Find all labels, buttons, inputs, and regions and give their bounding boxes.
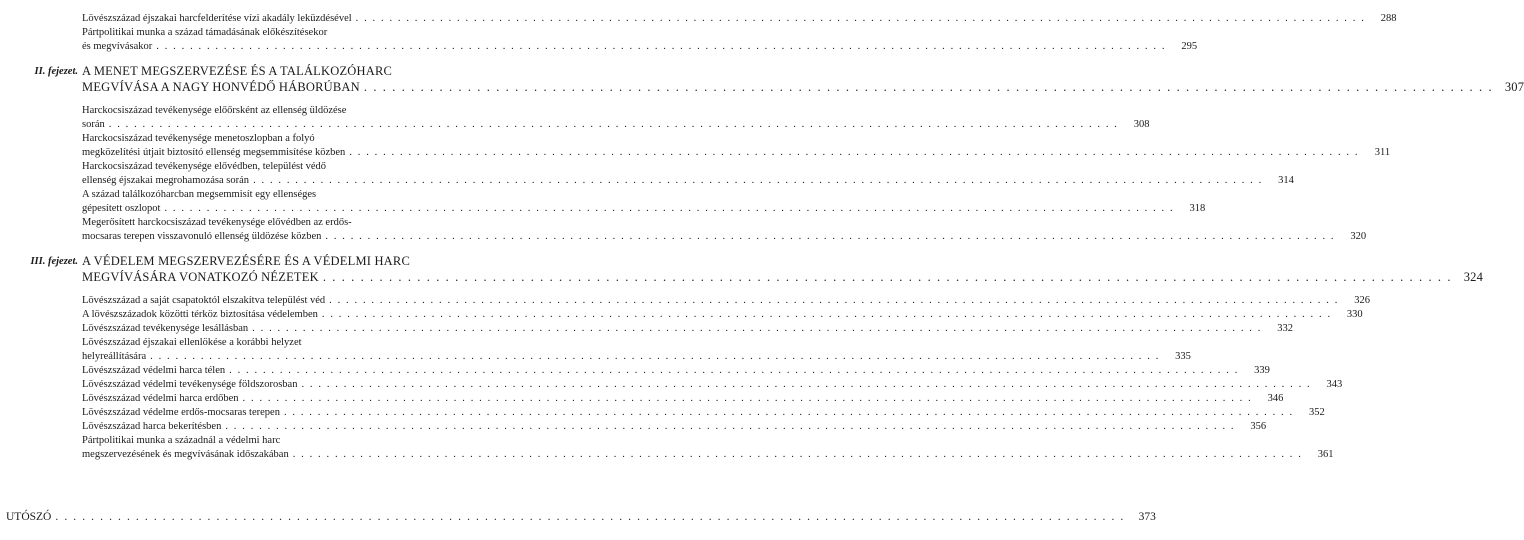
toc-entry-line bbox=[82, 188, 470, 202]
dot-leader: . . . . . . . . . . . . . . . . . . . . . . . . . . . . . . . . . . . . . . . . . . . . . . . . . . . . . . . . . . . . . . . . . . . . . . . . . . . . . . . . . . . . . . . . . . . . . . . . . . . . . . . . . . . . . . . . . . . . . . . . bbox=[55, 511, 1125, 523]
page-number: 335 bbox=[1175, 351, 1191, 362]
toc-entry-text: ellenség éjszakai megrohamozása során bbox=[82, 175, 250, 186]
dot-leader: . . . . . . . . . . . . . . . . . . . . . . . . . . . . . . . . . . . . . . . . . . . . . . . . . . . . . . . . . . . . . . . . . . . . . . . . . . . . . . . . . . . . . . . . . . . . . . . . . . . . . . . . . . . . . . . . . . . . . . . . bbox=[325, 231, 1336, 242]
toc-entry-last-line bbox=[82, 378, 1343, 392]
toc-entry-text: Megerősített harckocsiszázad tevékenysége elővédben az erdős- bbox=[82, 217, 352, 228]
dot-leader: . . . . . . . . . . . . . . . . . . . . . . . . . . . . . . . . . . . . . . . . . . . . . . . . . . . . . . . . . . . . . . . . . . . . . . . . . . . . . . . . . . . . . . . . . . . . . . . . . . . . . . . . . . . . . . . . . . . . . . . . bbox=[253, 175, 1263, 186]
chapter-label: II. fejezet. bbox=[34, 66, 78, 77]
toc-entry-text: Lövészszázad védelmi harca erdőben bbox=[82, 393, 239, 404]
toc-entry-line bbox=[82, 26, 470, 40]
toc-entry-last-line bbox=[82, 174, 1294, 188]
toc-entry-text: és megvívásakor bbox=[82, 41, 153, 52]
toc-entry-text: megszervezésének és megvívásának időszakában bbox=[82, 449, 289, 460]
page-number: 346 bbox=[1267, 393, 1284, 404]
chapter-title-text: A MENET MEGSZERVEZÉSE ÉS A TALÁLKOZÓHARC bbox=[82, 64, 393, 78]
chapter-title-text: A VÉDELEM MEGSZERVEZÉSÉRE ÉS A VÉDELMI HARC bbox=[82, 254, 410, 268]
toc-entry-last-line bbox=[82, 420, 1267, 434]
toc-entry-text: Lövészszázad a saját csapatoktól elszakítva települést véd bbox=[82, 295, 326, 306]
page-number: 314 bbox=[1278, 175, 1294, 186]
toc-entry-text: A lövészszázadok közötti térköz biztosítása védelemben bbox=[82, 309, 318, 320]
dot-leader: . . . . . . . . . . . . . . . . . . . . . . . . . . . . . . . . . . . . . . . . . . . . . . . . . . . . . . . . . . . . . . . . . . . . . . . . . . . . . . . . . . . . . . . . . . . . . . . . . . . . . . . . . . . . . . . . . . . . . . . . bbox=[363, 80, 1494, 94]
toc-entry-text: Lövészszázad harca bekerítésben bbox=[82, 421, 222, 432]
chapter-title-text: MEGVÍVÁSA A NAGY HONVÉDŐ HÁBORÚBAN bbox=[82, 80, 360, 94]
page-number: 373 bbox=[1138, 511, 1156, 523]
toc-entry-text: helyreállítására bbox=[82, 351, 147, 362]
toc-entry-last-line bbox=[82, 322, 1293, 336]
toc-entry-last-line bbox=[82, 294, 1370, 308]
dot-leader: . . . . . . . . . . . . . . . . . . . . . . . . . . . . . . . . . . . . . . . . . . . . . . . . . . . . . . . . . . . . . . . . . . . . . . . . . . . . . . . . . . . . . . . . . . . . . . . . . . . . . . . . . . . . . . . . . . . . . . . . bbox=[301, 379, 1312, 390]
dot-leader: . . . . . . . . . . . . . . . . . . . . . . . . . . . . . . . . . . . . . . . . . . . . . . . . . . . . . . . . . . . . . . . . . . . . . . . . . . . . . . . . . . . . . . . . . . . . . . . . . . . . . . . . . . . . . . . . . . . . . . . . bbox=[225, 421, 1236, 432]
toc-entry-last-line bbox=[82, 40, 1198, 54]
toc-entry-last-line bbox=[82, 406, 1325, 420]
toc-entry-text: Harckocsiszázad tevékenysége menetoszlopban a folyó bbox=[82, 133, 315, 144]
page-number: 356 bbox=[1250, 421, 1267, 432]
page-number: 308 bbox=[1133, 119, 1150, 130]
toc-entry-line bbox=[82, 104, 470, 118]
toc-entry-text: megközelítési útjait biztosító ellenség megsemmisítése közben bbox=[82, 147, 346, 158]
chapter-title-line bbox=[82, 254, 470, 268]
toc-entry-line bbox=[82, 216, 470, 230]
page-number: 311 bbox=[1374, 147, 1391, 158]
toc-entry-last-line bbox=[82, 12, 1397, 26]
toc-entry-last-line bbox=[82, 230, 1367, 244]
toc-entry-text: Harckocsiszázad tevékenysége előőrsként az ellenség üldözése bbox=[82, 105, 347, 116]
page-number: 288 bbox=[1380, 13, 1397, 24]
toc-entry-text: Harckocsiszázad tevékenysége elővédben, települést védő bbox=[82, 161, 327, 172]
toc-entry-text: során bbox=[82, 119, 105, 130]
dot-leader: . . . . . . . . . . . . . . . . . . . . . . . . . . . . . . . . . . . . . . . . . . . . . . . . . . . . . . . . . . . . . . . . . . . . . . . . . . . . . . . . . . . . . . . . . . . . . . . . . . . . . . . . . . . . . . . . . . . . . . . . bbox=[322, 270, 1453, 284]
dot-leader: . . . . . . . . . . . . . . . . . . . . . . . . . . . . . . . . . . . . . . . . . . . . . . . . . . . . . . . . . . . . . . . . . . . . . . . . . . . . . . . . . . . . . . . . . . . . . . . . . . . . . . . . . . . . . . . . . . . . . . . . bbox=[229, 365, 1239, 376]
page-number: 330 bbox=[1346, 309, 1363, 320]
dot-leader: . . . . . . . . . . . . . . . . . . . . . . . . . . . . . . . . . . . . . . . . . . . . . . . . . . . . . . . . . . . . . . . . . . . . . . . . . . . . . . . . . . . . . . . . . . . . . . . . . . . . . . . . . . . . . . . . . . . . . . . . bbox=[283, 407, 1294, 418]
toc-entry-line bbox=[82, 160, 470, 174]
toc-entry-text: mocsaras terepen visszavonuló ellenség üldözése közben bbox=[82, 231, 322, 242]
toc-entry-last-line bbox=[82, 118, 1150, 132]
dot-leader: . . . . . . . . . . . . . . . . . . . . . . . . . . . . . . . . . . . . . . . . . . . . . . . . . . . . . . . . . . . . . . . . . . . . . . . . . . . . . . . . . . . . . . . . . . . . . . . . . . . . . . . . . . . . . . . . . . . . . . . . bbox=[355, 13, 1366, 24]
toc-entry-last-line bbox=[82, 308, 1363, 322]
chapter-title-line bbox=[82, 64, 470, 78]
toc-entry-line bbox=[82, 132, 470, 146]
end-title: UTÓSZÓ bbox=[6, 511, 52, 523]
toc-entry-text: Lövészszázad védelmi harca télen bbox=[82, 365, 226, 376]
page-number: 352 bbox=[1308, 407, 1325, 418]
toc-entry-text: Lövészszázad tevékenysége lesállásban bbox=[82, 323, 249, 334]
toc-entry-text: Lövészszázad védelme erdős-mocsaras terepen bbox=[82, 407, 280, 418]
dot-leader: . . . . . . . . . . . . . . . . . . . . . . . . . . . . . . . . . . . . . . . . . . . . . . . . . . . . . . . . . . . . . . . . . . . . . . . . . . . . . . . . . . . . . . . . . . . . . . . . . . . . . . . . . . . . . . . . . . . . . . . . bbox=[329, 295, 1339, 306]
dot-leader: . . . . . . . . . . . . . . . . . . . . . . . . . . . . . . . . . . . . . . . . . . . . . . . . . . . . . . . . . . . . . . . . . . . . . . . . . . . . . . . . . . . . . . . . . . . . . . . . . . . . . . . . . . . . . . . . . . . . . . . . bbox=[164, 203, 1175, 214]
page-number: 307 bbox=[1504, 80, 1524, 94]
toc-entry-text: gépesített oszlopot bbox=[82, 203, 161, 214]
chapter-title-last-line bbox=[82, 270, 1484, 284]
toc-entry-text: Lövészszázad védelmi tevékenysége földszorosban bbox=[82, 379, 298, 390]
toc-entry-last-line bbox=[82, 146, 1391, 160]
dot-leader: . . . . . . . . . . . . . . . . . . . . . . . . . . . . . . . . . . . . . . . . . . . . . . . . . . . . . . . . . . . . . . . . . . . . . . . . . . . . . . . . . . . . . . . . . . . . . . . . . . . . . . . . . . . . . . . . . . . . . . . . bbox=[252, 323, 1262, 334]
dot-leader: . . . . . . . . . . . . . . . . . . . . . . . . . . . . . . . . . . . . . . . . . . . . . . . . . . . . . . . . . . . . . . . . . . . . . . . . . . . . . . . . . . . . . . . . . . . . . . . . . . . . . . . . . . . . . . . . . . . . . . . . bbox=[156, 41, 1167, 52]
toc-entry-text: Lövészszázad éjszakai harcfelderítése vízi akadály leküzdésével bbox=[82, 13, 352, 24]
toc-entry-last-line bbox=[82, 392, 1284, 406]
page-number: 343 bbox=[1326, 379, 1343, 390]
toc-entry-last-line bbox=[82, 202, 1206, 216]
toc-entry-last-line bbox=[82, 448, 1334, 462]
page-number: 318 bbox=[1189, 203, 1206, 214]
toc-entry-text: A század találkozóharcban megsemmisít egy ellenséges bbox=[82, 189, 317, 200]
toc-entry-line bbox=[82, 336, 470, 350]
toc-entry-line bbox=[82, 434, 470, 448]
page-number: 320 bbox=[1350, 231, 1367, 242]
dot-leader: . . . . . . . . . . . . . . . . . . . . . . . . . . . . . . . . . . . . . . . . . . . . . . . . . . . . . . . . . . . . . . . . . . . . . . . . . . . . . . . . . . . . . . . . . . . . . . . . . . . . . . . . . . . . . . . . . . . . . . . . bbox=[292, 449, 1303, 460]
toc-entry-text: Pártpolitikai munka a század támadásának előkészítésekor bbox=[82, 27, 328, 38]
dot-leader: . . . . . . . . . . . . . . . . . . . . . . . . . . . . . . . . . . . . . . . . . . . . . . . . . . . . . . . . . . . . . . . . . . . . . . . . . . . . . . . . . . . . . . . . . . . . . . . . . . . . . . . . . . . . . . . . . . . . . . . . bbox=[108, 119, 1119, 130]
dot-leader: . . . . . . . . . . . . . . . . . . . . . . . . . . . . . . . . . . . . . . . . . . . . . . . . . . . . . . . . . . . . . . . . . . . . . . . . . . . . . . . . . . . . . . . . . . . . . . . . . . . . . . . . . . . . . . . . . . . . . . . . bbox=[150, 351, 1160, 362]
toc-entry-last-line bbox=[82, 350, 1191, 364]
page-number: 324 bbox=[1463, 270, 1484, 284]
chapter-label: III. fejezet. bbox=[30, 256, 78, 267]
dot-leader: . . . . . . . . . . . . . . . . . . . . . . . . . . . . . . . . . . . . . . . . . . . . . . . . . . . . . . . . . . . . . . . . . . . . . . . . . . . . . . . . . . . . . . . . . . . . . . . . . . . . . . . . . . . . . . . . . . . . . . . . bbox=[242, 393, 1253, 404]
toc-entry-utoszo bbox=[6, 510, 1156, 524]
dot-leader: . . . . . . . . . . . . . . . . . . . . . . . . . . . . . . . . . . . . . . . . . . . . . . . . . . . . . . . . . . . . . . . . . . . . . . . . . . . . . . . . . . . . . . . . . . . . . . . . . . . . . . . . . . . . . . . . . . . . . . . . bbox=[349, 147, 1360, 158]
page-number: 361 bbox=[1317, 449, 1334, 460]
page-number: 326 bbox=[1354, 295, 1370, 306]
page-number: 332 bbox=[1277, 323, 1293, 334]
chapter-title-last-line bbox=[82, 80, 1524, 94]
chapter-title-text: MEGVÍVÁSÁRA VONATKOZÓ NÉZETEK bbox=[82, 270, 319, 284]
page-number: 295 bbox=[1181, 41, 1198, 52]
toc-entry-text: Pártpolitikai munka a századnál a védelmi harc bbox=[82, 435, 281, 446]
page-number: 339 bbox=[1254, 365, 1270, 376]
toc-entry-text: Lövészszázad éjszakai ellenlökése a korábbi helyzet bbox=[82, 337, 302, 348]
dot-leader: . . . . . . . . . . . . . . . . . . . . . . . . . . . . . . . . . . . . . . . . . . . . . . . . . . . . . . . . . . . . . . . . . . . . . . . . . . . . . . . . . . . . . . . . . . . . . . . . . . . . . . . . . . . . . . . . . . . . . . . . bbox=[321, 309, 1332, 320]
toc-entry-last-line bbox=[82, 364, 1270, 378]
